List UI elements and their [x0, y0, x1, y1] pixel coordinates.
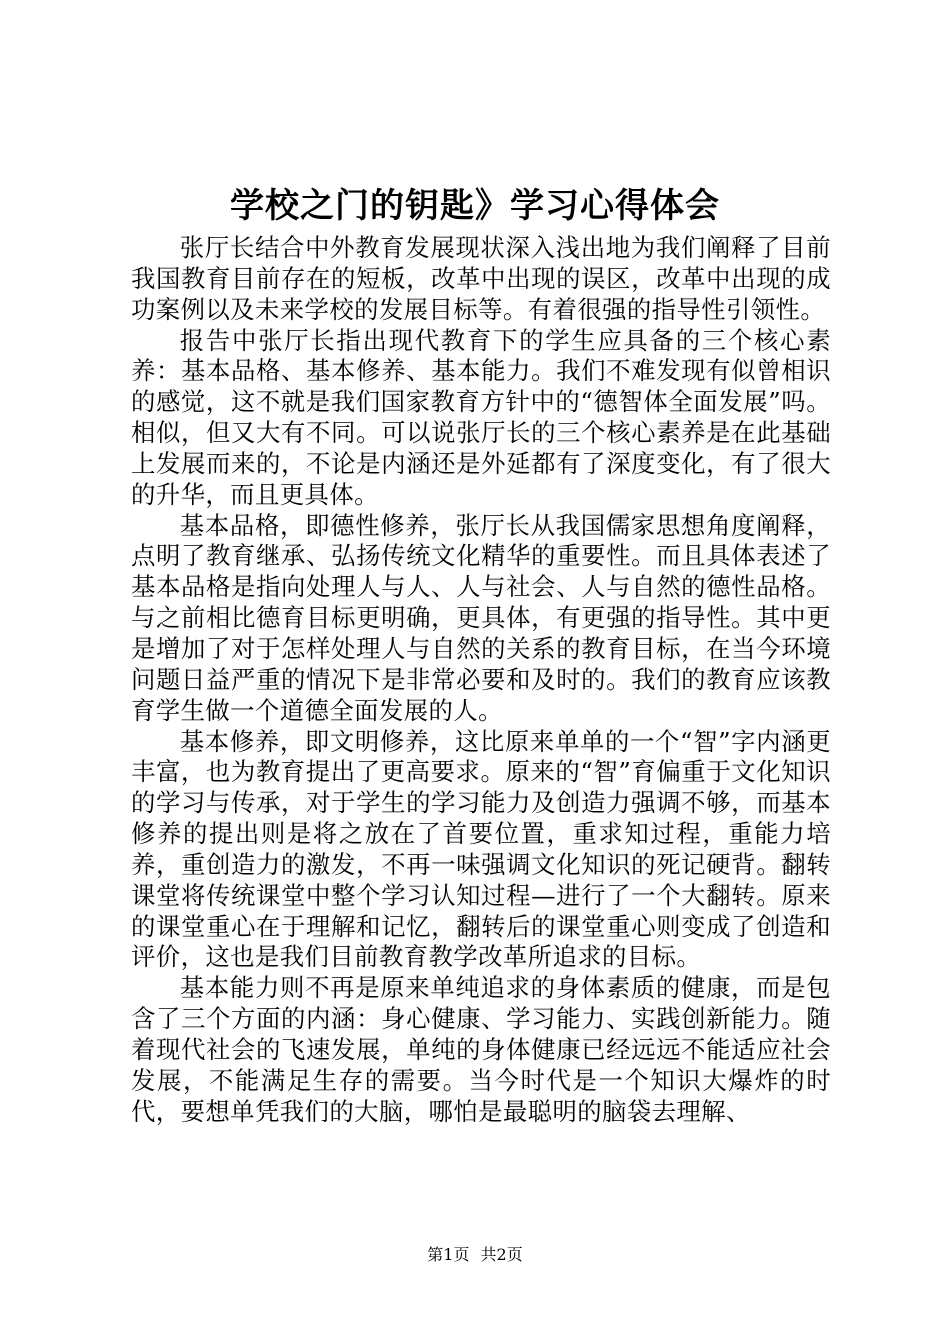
paragraph: 基本品格，即德性修养，张厅长从我国儒家思想角度阐释，点明了教育继承、弘扬传统文化精华的重要性。而且具体表述了基本品格是指向处理人与人、人与社会、人与自然的德性品格。与之前相比德育目标更明确，更具体，有更强的指导性。其中更是增加了对于怎样处理人与自然的关系的教育目标，在当今环境问题日益严重的情况下是非常必要和及时的。我们的教育应该教育学生做一个道德全面发展的人。	[131, 510, 831, 725]
paragraph: 基本能力则不再是原来单纯追求的身体素质的健康，而是包含了三个方面的内涵：身心健康、学习能力、实践创新能力。随着现代社会的飞速发展，单纯的身体健康已经远远不能适应社会发展，不能满足生存的需要。当今时代是一个知识大爆炸的时代，要想单凭我们的大脑，哪怕是最聪明的脑袋去理解、	[131, 973, 831, 1126]
document-title: 学校之门的钥匙》学习心得体会	[230, 186, 720, 226]
paragraph: 报告中张厅长指出现代教育下的学生应具备的三个核心素养：基本品格、基本修养、基本能力。我们不难发现有似曾相识的感觉，这不就是我们国家教育方针中的“德智体全面发展”吗。相似，但又大有不同。可以说张厅长的三个核心素养是在此基础上发展而来的，不论是内涵还是外延都有了深度变化，有了很大的升华，而且更具体。	[131, 325, 831, 509]
page-total: 共2页	[480, 1245, 523, 1264]
document-body	[131, 233, 831, 1127]
paragraph: 张厅长结合中外教育发展现状深入浅出地为我们阐释了目前我国教育目前存在的短板，改革中出现的误区，改革中出现的成功案例以及未来学校的发展目标等。有着很强的指导性引领性。	[131, 233, 831, 324]
page-number: 第1页	[427, 1245, 470, 1264]
page-footer	[0, 1244, 950, 1266]
paragraph: 基本修养，即文明修养，这比原来单单的一个“智”字内涵更丰富，也为教育提出了更高要求。原来的“智”育偏重于文化知识的学习与传承，对于学生的学习能力及创造力强调不够，而基本修养的提出则是将之放在了首要位置，重求知过程，重能力培养，重创造力的激发，不再一味强调文化知识的死记硬背。翻转课堂将传统课堂中整个学习认知过程—进行了一个大翻转。原来的课堂重心在于理解和记忆，翻转后的课堂重心则变成了创造和评价，这也是我们目前教育教学改革所追求的目标。	[131, 726, 831, 972]
